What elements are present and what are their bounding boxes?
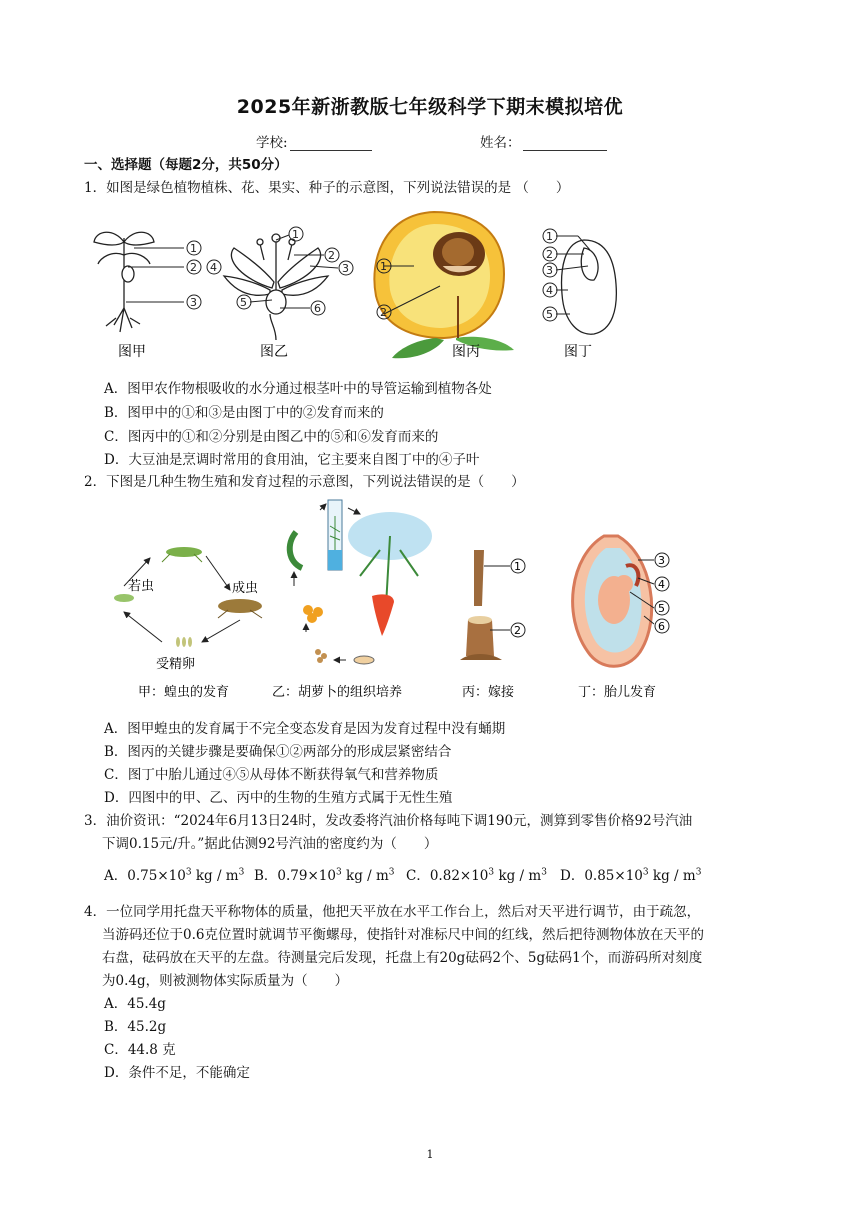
caption-q2-bing: 丙：嫁接 [462,685,515,700]
svg-text:1: 1 [380,260,387,273]
q3-stem-line1: 3．油价资讯：“2024年6月13日24时，发改委将汽油价格每吨下调190元，测算到零售价格92号汽油 [84,813,693,829]
q1-figure [84,200,624,366]
q4-option-d: D．条件不足，不能确定 [104,1065,250,1081]
locust-cycle-diagram [114,547,262,647]
q2-option-d: D．四图中的甲、乙、丙中的生物的生殖方式属于无性生殖 [104,790,453,806]
caption-q2-ding: 丁：胎儿发育 [578,685,657,700]
svg-text:1: 1 [546,230,553,243]
q4-option-c: C．44.8 克 [104,1042,176,1058]
caption-jia: 图甲 [118,344,146,360]
q1-option-b: B．图甲中的①和③是由图丁中的②发育而来的 [104,405,384,421]
q4-line4: 为0.4g，则被测物体实际质量为（ ） [102,973,349,989]
page-title: 2025年新浙教版七年级科学下期末模拟培优 [236,96,624,118]
svg-text:3: 3 [342,262,349,275]
caption-bing: 图丙 [452,344,480,360]
svg-text:2: 2 [380,306,387,319]
grafting-diagram [460,550,525,660]
q3-option-a: A．$0.75\times 10^3$ kg / $m^3$ [104,867,245,884]
label-adult: 成虫 [232,581,259,596]
label-egg: 受精卵 [156,657,196,672]
svg-text:3: 3 [546,264,553,277]
carrot-culture-diagram [290,500,432,664]
q3-option-d: D．$0.85\times 10^3$ kg / $m^3$ [560,867,702,884]
svg-text:3: 3 [190,296,197,309]
svg-text:4: 4 [658,578,665,591]
q3-stem-line2: 下调0.15元/升。”据此估测92号汽油的密度约为（ ） [102,836,438,852]
label-nymph: 若虫 [128,579,155,594]
plant-diagram [94,232,154,332]
q1-option-c: C．图丙中的①和②分别是由图乙中的⑤和⑥发育而来的 [104,429,439,445]
svg-text:4: 4 [210,261,217,274]
q3-option-b: B．$0.79\times 10^3$ kg / $m^3$ [254,867,395,884]
svg-text:3: 3 [658,554,665,567]
caption-q2-yi: 乙：胡萝卜的组织培养 [272,685,403,700]
q1-option-d: D．大豆油是烹调时常用的食用油，它主要来自图丁中的④子叶 [104,452,480,468]
svg-text:4: 4 [546,284,553,297]
school-field [256,131,372,151]
svg-text:6: 6 [658,620,665,633]
fruit-diagram [374,212,514,358]
q3-option-c: C．$0.82\times 10^3$ kg / $m^3$ [406,867,547,884]
svg-text:5: 5 [240,296,247,309]
caption-q2-jia: 甲：蝗虫的发育 [138,685,230,700]
caption-yi: 图乙 [260,344,288,360]
q4-option-b: B．45.2g [104,1019,167,1035]
page-number: 1 [426,1148,434,1161]
q1-option-a: A．图甲农作物根吸收的水分通过根茎叶中的导管运输到植物各处 [104,381,492,397]
q1-stem: 1．如图是绿色植物植株、花、果实、种子的示意图，下列说法错误的是 （ ） [84,180,570,196]
svg-text:1: 1 [292,228,299,241]
q2-option-a: A．图甲蝗虫的发育属于不完全变态发育是因为发育过程中没有蛹期 [104,721,506,737]
caption-ding: 图丁 [564,344,592,360]
svg-text:6: 6 [314,302,321,315]
q2-option-c: C．图丁中胎儿通过④⑤从母体不断获得氧气和营养物质 [104,767,439,783]
name-field [480,131,607,151]
flower-diagram [224,234,328,340]
svg-text:2: 2 [190,261,197,274]
q4-option-a: A．45.4g [104,996,166,1012]
name-label: 姓名： [480,135,521,151]
svg-text:2: 2 [328,249,335,262]
q2-figure [90,496,690,706]
svg-text:5: 5 [658,602,665,615]
q4-line1: 4．一位同学用托盘天平称物体的质量，他把天平放在水平工作台上，然后对天平进行调节，由于疏忽， [84,904,701,920]
svg-text:1: 1 [190,242,197,255]
svg-text:5: 5 [546,308,553,321]
q4-line2: 当游码还位于0.6克位置时就调节平衡螺母，使指针对准标尺中间的红线，然后把待测物体放在天平的 [102,927,704,943]
q2-stem: 2．下图是几种生物生殖和发育过程的示意图，下列说法错误的是（ ） [84,474,525,490]
q2-option-b: B．图丙的关键步骤是要确保①②两部分的形成层紧密结合 [104,744,452,760]
svg-text:2: 2 [546,248,553,261]
svg-text:2: 2 [514,624,521,637]
school-label: 学校: [256,135,288,151]
section-heading: 一、选择题（每题2分，共50分） [84,157,288,173]
q4-line3: 右盘，砝码放在天平的左盘。待测量完后发现，托盘上有20g砝码2个、5g砝码1个，而游码所对刻度 [102,950,703,966]
fetus-diagram [573,536,669,666]
svg-text:1: 1 [514,560,521,573]
